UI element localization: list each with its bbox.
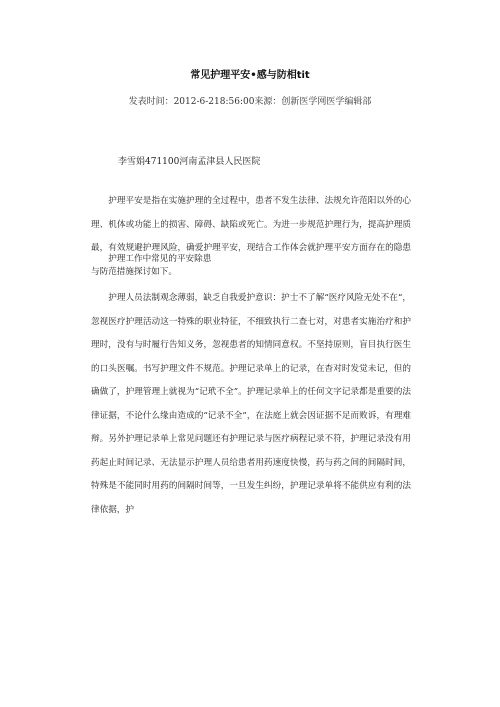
body-paragraph: 护理人员法制观念薄弱，缺乏自我爱护意识：护士不了解“医疗风险无处不在“，忽视医疗护理活动这一特殊的职业特征，不细致执行二查七对，对患者实施治疗和护理时，没有与时履行告知义务，忽视患者的知情同意权。不坚持原则，盲目执行医生的口头医嘱。书写护理文件不规范。护理记录单上的记录，在杳对时发觉未记，但的确做了，护理管理上就视为“记玳不全”。护理记录单上的任何文字记录都是重要的法律证据，不论什么缘由造成的“记录不全”，在法庭上就会因证据不足而败诉，有理难辩。另外护理记录单上常见问题还有护理记录与医疗病程记录不符，护理记录没有用药起止时间记录、无法显示护理人员给患者用药速度快慢，药与药之间的间隔时间，特殊是不能同时用药的间隔时间等，一旦发生纠纷，护理记录单将不能供应有利的法律依据，护	[91, 293, 411, 515]
section-heading: 护理工作中常见的平安除患	[108, 254, 212, 264]
publish-info: 发表时间：2012-6-218:56:00来源：创新医学网医学编辑部	[128, 97, 372, 107]
article-title: 常见护理平安•感与防相tit	[190, 70, 310, 81]
intro-paragraph: 护理平安是指在实施护理的全过程中，患者不发生法律、法规允许范阳以外的心理、机体或功能上的损害、障碍、缺陷或死亡。为进一步规范护理行为，提高护理质最，有效规避护理风险，确爱护理平安，现结合工作体会就护理平安方面存在的隐患与防范措施探讨如下。	[91, 196, 411, 277]
author-line: 李雪娟471100河南孟津县人民医院	[118, 157, 261, 167]
